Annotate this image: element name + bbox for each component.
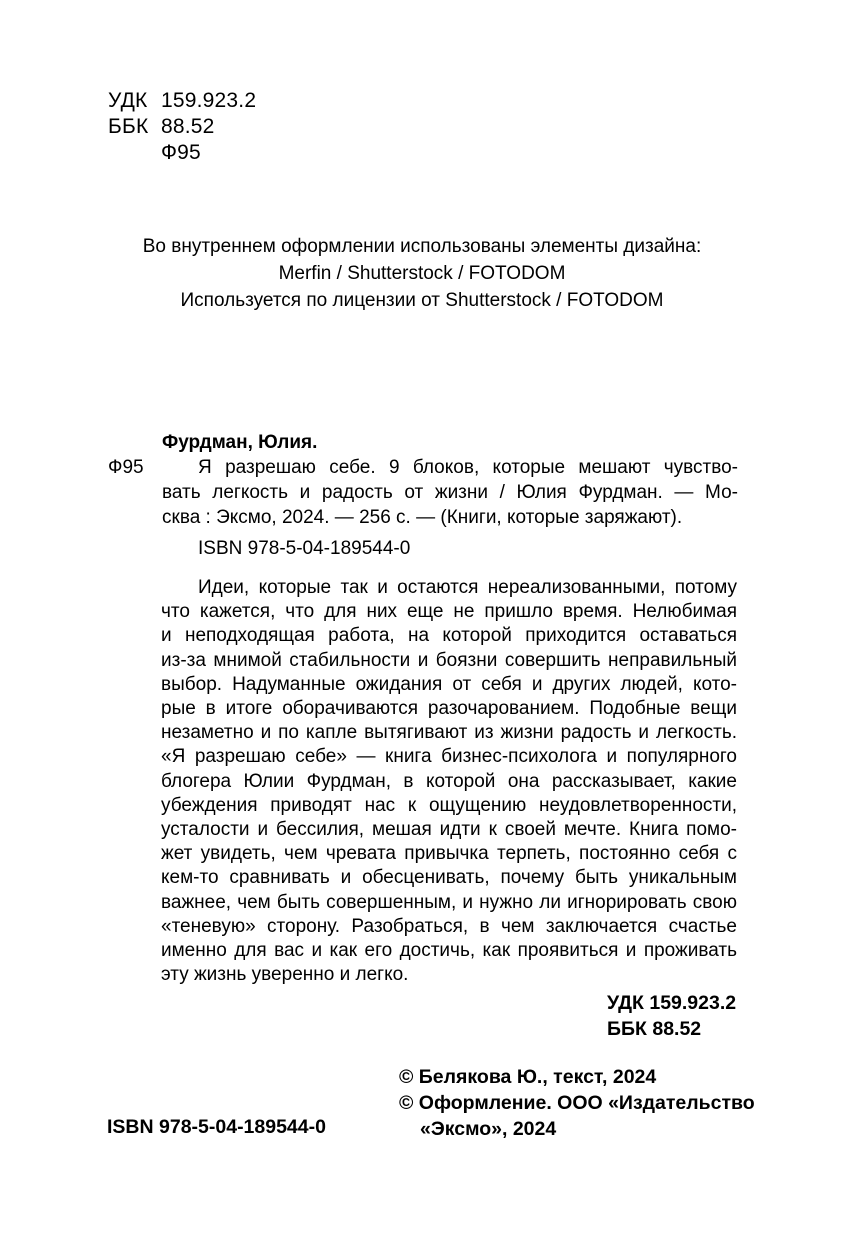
catalog-entry-block (108, 430, 738, 561)
udk-bottom: УДК 159.923.2 (607, 992, 737, 1014)
copyright-line: © Оформление. ООО «Издательство (399, 1092, 755, 1114)
annotation-line: незаметно и по капле вытягивают из жизни радость и легкость. (161, 722, 737, 744)
annotation-line: усталости и бессилия, мешая идти к своей мечте. Книга помо- (161, 819, 737, 841)
copyright-block (399, 1064, 759, 1142)
copyright-line: © Белякова Ю., текст, 2024 (399, 1066, 657, 1088)
udk-value: 159.923.2 (161, 89, 257, 112)
design-credit-line: Во внутреннем оформлении использованы элементы дизайна: (142, 236, 702, 257)
catalog-lines (162, 455, 738, 530)
annotation-line: кем-то сравнивать и обесценивать, почему быть уникальным (161, 867, 737, 889)
design-credit-line: Merfin / Shutterstock / FOTODOM (278, 263, 566, 284)
bbk-bottom: ББК 88.52 (607, 1018, 702, 1040)
annotation-line: эту жизнь уверенно и легко. (161, 964, 409, 986)
author-code: Ф95 (161, 141, 201, 164)
annotation-line: Идеи, которые так и остаются нереализованными, потому (198, 577, 737, 598)
annotation-line: важнее, чем быть совершенным, и нужно ли игнорировать свою (161, 891, 737, 913)
catalog-line: сква : Эксмо, 2024. — 256 с. — (Книги, которые заряжают). (162, 507, 683, 528)
udk-row (108, 88, 256, 114)
annotation-line: рые в итоге оборачиваются разочарованием. Подобные вещи (161, 698, 737, 720)
empty-label (108, 140, 161, 166)
catalog-line: Я разрешаю себе. 9 блоков, которые мешают чувство- (198, 457, 738, 478)
catalog-line: вать легкость и радость от жизни / Юлия Фурдман. — Мо- (162, 482, 738, 503)
copyright-line: «Эксмо», 2024 (420, 1118, 557, 1140)
annotation-line: «Я разрешаю себе» — книга бизнес-психолога и популярного (161, 746, 737, 768)
annotation-paragraph (161, 576, 737, 987)
catalog-code: Ф95 (108, 457, 144, 478)
top-codes-block (108, 88, 256, 166)
annotation-line: что кажется, что для них еще не пришло время. Нелюбимая (161, 601, 737, 623)
udk-label: УДК (108, 89, 148, 112)
annotation-line: «теневую» сторону. Разобраться, в чем заключается счастье (161, 915, 737, 937)
bbk-value: 88.52 (161, 115, 215, 138)
annotation-line: убеждения приводят нас к ощущению неудовлетворенности, (161, 794, 737, 816)
annotation-line: блогера Юлии Фурдман, в которой она рассказывает, какие (161, 770, 737, 792)
author-heading: Фурдман, Юлия. (162, 432, 318, 453)
bbk-row (108, 114, 256, 140)
annotation-line: выбор. Надуманные ожидания от себя и других людей, кото- (161, 673, 737, 695)
annotation-line: из-за мнимой стабильности и боязни совершить неправильный (161, 649, 737, 671)
annotation-line: жет увидеть, чем чревата привычка терпеть, постоянно себя с (161, 843, 737, 865)
design-credits-block (0, 233, 844, 314)
isbn-bottom: ISBN 978-5-04-189544-0 (107, 1116, 326, 1138)
bbk-label: ББК (108, 115, 149, 138)
annotation-line: и неподходящая работа, на которой приходится оставаться (161, 625, 737, 647)
catalog-isbn: ISBN 978-5-04-189544-0 (198, 538, 411, 559)
design-credit-line: Используется по лицензии от Shutterstock / FOTODOM (180, 290, 664, 311)
catalog-entry-body (108, 455, 738, 561)
annotation-line: именно для вас и как его достичь, как проявиться и проживать (161, 940, 737, 962)
author-code-row (108, 140, 256, 166)
bottom-codes-block (607, 990, 736, 1042)
